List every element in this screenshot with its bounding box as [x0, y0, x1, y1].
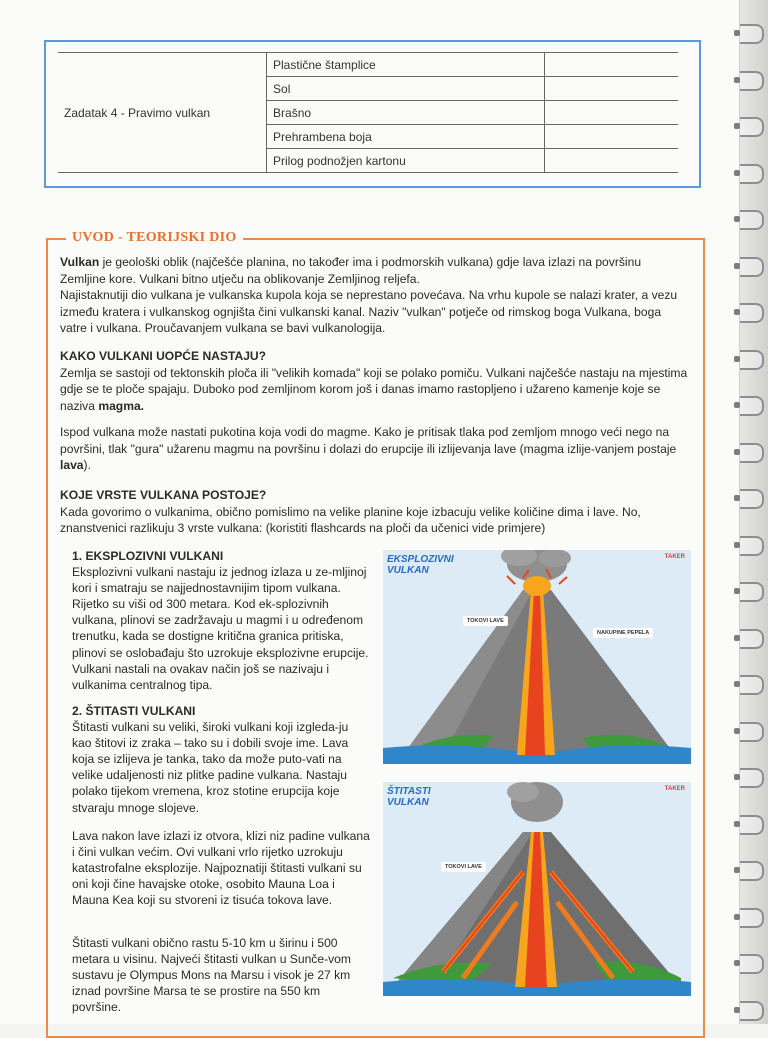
explosive-volcano-illustration — [383, 550, 691, 764]
intro-paragraph-1: Vulkan je geološki oblik (najčešće planina, no također ima i podmorskih vulkana) gdje lava izlazi na površinu Zemljine kore. Vulkani bitno utječu na oblikovanje Zemljinog reljefa. — [60, 255, 642, 286]
material-item: Prehrambena boja — [267, 125, 545, 149]
spiral-ring — [740, 210, 764, 230]
spiral-ring — [740, 489, 764, 509]
spiral-ring — [740, 582, 764, 602]
spiral-ring — [740, 536, 764, 556]
material-check-cell — [544, 53, 678, 77]
spiral-ring — [740, 257, 764, 277]
material-item: Plastične štamplice — [267, 53, 545, 77]
shield-volcano-illustration — [383, 782, 691, 996]
material-item: Prilog podnožjen kartonu — [267, 149, 545, 173]
spiral-ring — [740, 24, 764, 44]
shield-volcano-text-2 — [72, 828, 370, 908]
spiral-ring — [740, 71, 764, 91]
spiral-ring — [740, 303, 764, 323]
publisher-logo: TAKER — [664, 554, 685, 560]
spiral-ring — [740, 675, 764, 695]
magma-paragraph: Ispod vulkana može nastati pukotina koja vodi do magme. Kako je pritisak tlaka pod zemljom mnogo veći nego na površini, tlak "gura" užarenu magmu na površinu i dolazi do erupcije ili izlijevanja lave (magma izlije-vanjem postaje lava). — [60, 425, 677, 472]
shield-paragraph-2: Lava nakon lave izlazi iz otvora, klizi niz padine vulkana i čini vulkan većim. Ovi vulkani vrlo rijetko uzrokuju katastrofalne eksplozije. Najpoznatiji štitasti vulkani su oni koji čine havajske otoke, osobito Mauna Loa i Mauna Kea koji su stvoreni iz tisuća tokova lave. — [72, 829, 370, 908]
spiral-ring — [740, 815, 764, 835]
callout-ash-deposits: NAKUPINE PEPELA — [593, 628, 653, 638]
spiral-ring — [740, 954, 764, 974]
spiral-ring — [740, 768, 764, 788]
shield-volcano-drawing — [383, 782, 691, 996]
task-box — [44, 40, 701, 188]
spiral-ring — [740, 117, 764, 137]
spiral-ring — [740, 722, 764, 742]
callout-lava-flows: TOKOVI LAVE — [441, 862, 486, 872]
spiral-binding — [739, 0, 768, 1024]
origin-paragraph: Zemlja se sastoji od tektonskih ploča ili "velikih komada" koji se polako pomiču. Vulkani najčešće nastaju na mjestima gdje se te ploče spajaju. Duboko pod zemljinom korom još i danas imamo rastopljeno i užareno kamenje koje se naziva magma. — [60, 365, 688, 413]
explosive-paragraph: Eksplozivni vulkani nastaju iz jednog izlaza u ze-mljinoj kori i smatraju se najjednostavnijim tipom vulkana. Rijetko su viši od 300 metara. Kod ek-splozivnih vulkana, plinovi se zadržavaju u magmi i u određenom trenutku, kada se dostigne kritična granica pritiska, plinovi se oslobađaju što uzrokuje eksplozivne erupcije. Vulkani nastali na ovakav način još se nazivaju i vulkanima centralnog tipa. — [72, 565, 369, 692]
spiral-ring — [740, 443, 764, 463]
illustration-title: EKSPLOZIVNI VULKAN — [387, 554, 454, 576]
shield-volcano-text — [72, 703, 370, 816]
material-check-cell — [544, 149, 678, 173]
explosive-heading: 1. EKSPLOZIVNI VULKANI — [72, 549, 224, 563]
publisher-logo: TAKER — [664, 786, 685, 792]
spiral-ring — [740, 164, 764, 184]
material-check-cell — [544, 77, 678, 101]
section-title: UVOD - TEORIJSKI DIO — [66, 230, 243, 246]
origin-heading: KAKO VULKANI UOPĆE NASTAJU? — [60, 349, 267, 363]
shield-heading: 2. ŠTITASTI VULKANI — [72, 704, 196, 718]
explosive-volcano-text — [72, 548, 370, 693]
spiral-ring — [740, 629, 764, 649]
material-check-cell — [544, 125, 678, 149]
spiral-ring — [740, 350, 764, 370]
task-table — [58, 52, 678, 173]
spiral-ring — [740, 1001, 764, 1021]
types-heading: KOJE VRSTE VULKANA POSTOJE? — [60, 488, 267, 502]
material-check-cell — [544, 101, 678, 125]
callout-lava-flows: TOKOVI LAVE — [463, 616, 508, 626]
task-label: Zadatak 4 - Pravimo vulkan — [58, 53, 267, 173]
shield-paragraph-1: Štitasti vulkani su veliki, široki vulkani koji izgleda-ju kao štitovi iz zraka – tako su i dobili svoje ime. Lava koja se izlijeva je tanka, tako da može puto-vati na velike udaljenosti niz plitke padine vulkana. Nastaju polako tijekom vremena, kroz stotine erupcija koje stvaraju mnoge slojeve. — [72, 720, 349, 815]
illustration-title: ŠTITASTI VULKAN — [387, 786, 431, 808]
spiral-ring — [740, 908, 764, 928]
intro-paragraphs — [60, 254, 690, 337]
origin-section — [60, 348, 690, 414]
material-item: Sol — [267, 77, 545, 101]
spiral-ring — [740, 861, 764, 881]
shield-volcano-text-3 — [72, 935, 370, 1015]
types-paragraph: Kada govorimo o vulkanima, obično pomislimo na velike planine koje izbacuju velike količine dima i lave. No, znanstvenici razlikuju 3 vrste vulkana: (koristiti flashcards na ploči da učenici vide primjere) — [60, 504, 641, 535]
intro-paragraph-2: Najistaknutiji dio vulkana je vulkanska kupola koja se neprestano povećava. Na vrhu kupole se nalazi krater, a vezu između kratera i vulkanskog ognjišta čini vulkanski kanal. Naziv "vulkan" potječe od rimskog boga Vulkana, boga vatre i vulkana. Proučavanjem vulkana se bavi vulkanologija. — [60, 288, 678, 335]
types-section — [60, 487, 690, 537]
magma-section — [60, 424, 690, 474]
explosive-volcano-drawing — [383, 550, 691, 764]
material-item: Brašno — [267, 101, 545, 125]
shield-paragraph-3: Štitasti vulkani obično rastu 5-10 km u širinu i 500 metara u visinu. Najveći štitasti vulkan u Sunče-vom sustavu je Olympus Mons na Marsu i visok je 27 km iznad površine Marsa te se prostire na 550 km površine. — [72, 936, 351, 1015]
spiral-ring — [740, 396, 764, 416]
